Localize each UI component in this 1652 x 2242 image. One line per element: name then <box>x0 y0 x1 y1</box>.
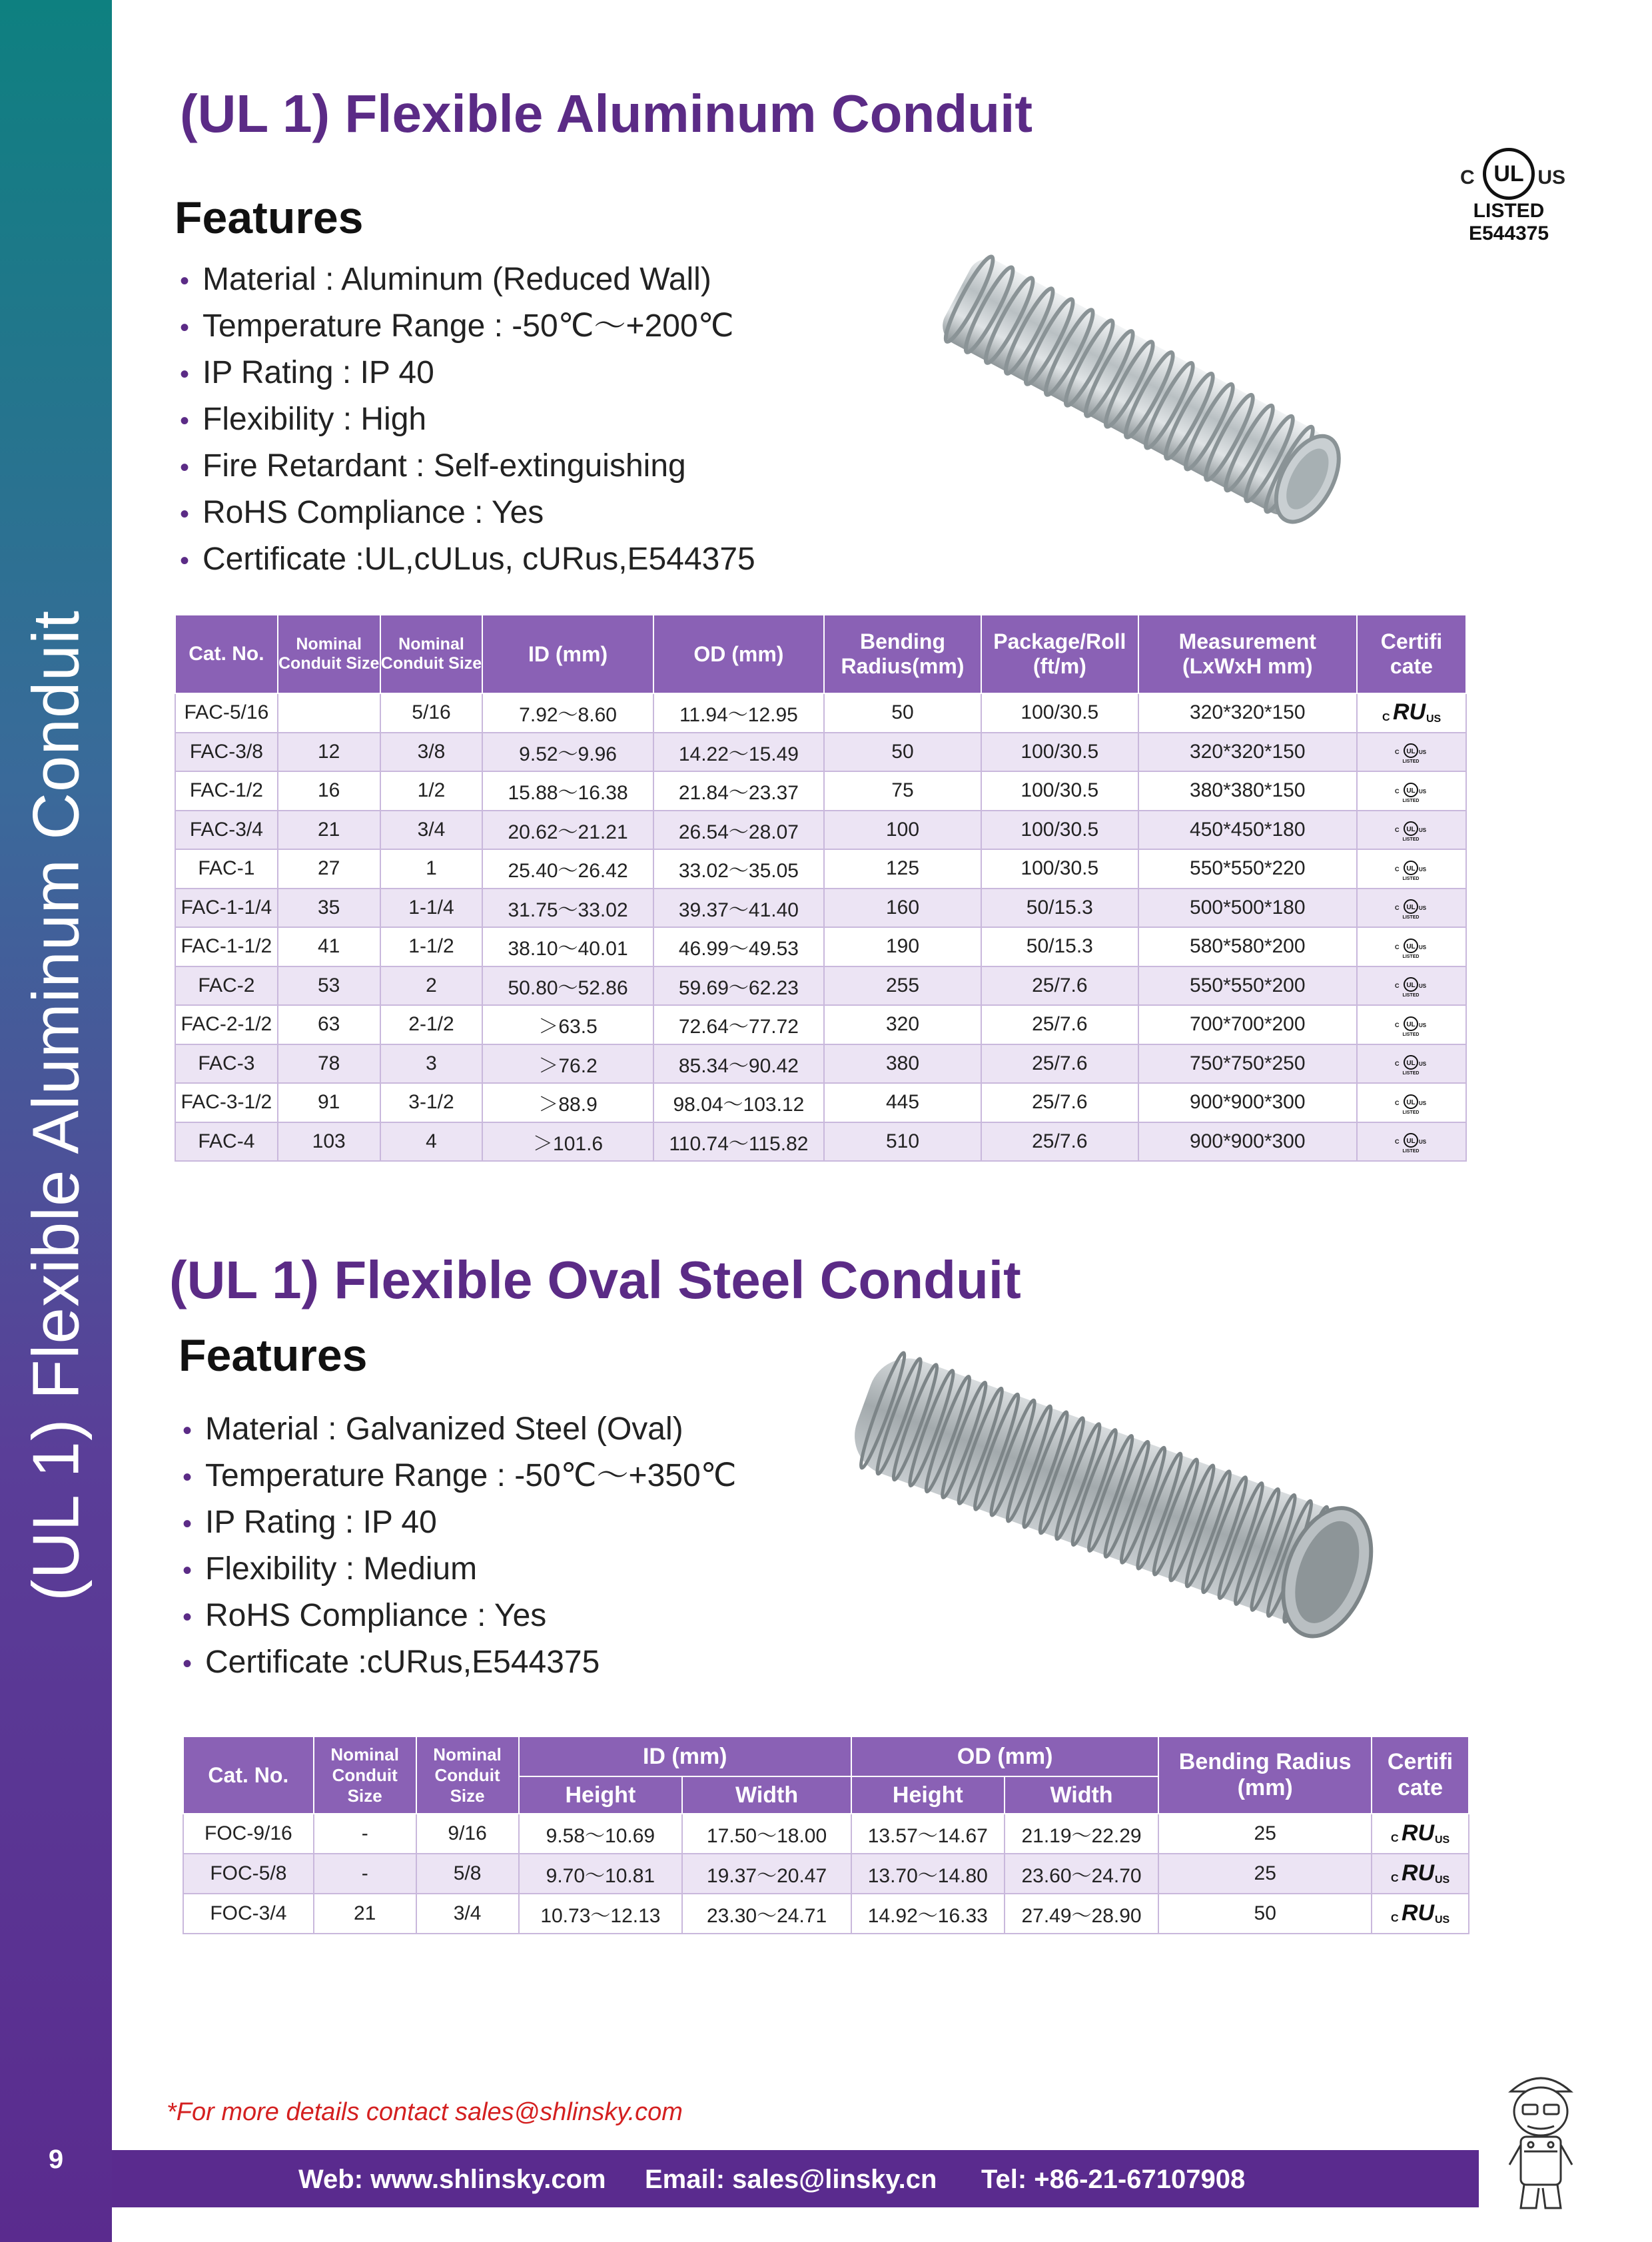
cell-od: 85.34～90.42 <box>653 1044 824 1084</box>
cell-od-width: 21.19～22.29 <box>1005 1814 1159 1854</box>
cell-cat-no: FOC-3/4 <box>183 1894 314 1934</box>
col-certificate: Certifi cate <box>1372 1736 1469 1814</box>
ul-cert-icon <box>1392 858 1431 881</box>
svg-text:US: US <box>1435 1914 1450 1926</box>
table-row <box>183 1894 1469 1934</box>
svg-text:C: C <box>1394 1021 1400 1028</box>
cell-bending-radius: 445 <box>824 1083 981 1122</box>
mascot-icon <box>1491 2065 1591 2218</box>
svg-text:LISTED: LISTED <box>1402 837 1420 842</box>
table-row <box>175 889 1466 928</box>
feature-item: • IP Rating : IP 40 <box>180 355 434 390</box>
ul-cert-icon <box>1392 780 1431 803</box>
cell-bending-radius: 255 <box>824 966 981 1006</box>
table-row <box>175 771 1466 811</box>
svg-text:UL: UL <box>1406 865 1416 873</box>
cell-cat-no: FOC-9/16 <box>183 1814 314 1854</box>
cell-od: 21.84～23.37 <box>653 771 824 811</box>
col-certificate: Certifi cate <box>1357 615 1466 693</box>
cell-certificate <box>1357 1083 1466 1122</box>
table-row <box>183 1814 1469 1854</box>
ru-cert-icon <box>1386 1820 1455 1847</box>
cell-nominal-size-1: 27 <box>278 849 380 889</box>
cell-bending-radius: 25 <box>1158 1854 1372 1894</box>
cell-nominal-size-2: 2 <box>380 966 483 1006</box>
cell-bending-radius: 25 <box>1158 1814 1372 1854</box>
cell-nominal-size-2: 1/2 <box>380 771 483 811</box>
svg-text:LISTED: LISTED <box>1402 915 1420 920</box>
svg-text:UL: UL <box>1406 787 1416 795</box>
cell-id: 50.80～52.86 <box>482 966 653 1006</box>
cell-certificate <box>1357 927 1466 966</box>
cell-package: 50/15.3 <box>981 927 1138 966</box>
cell-nominal-size-2: 9/16 <box>416 1814 519 1854</box>
table-row <box>175 927 1466 966</box>
cell-package: 25/7.6 <box>981 1044 1138 1084</box>
cell-cat-no: FAC-4 <box>175 1122 278 1162</box>
col-nominal-size-1: Nominal Conduit Size <box>314 1736 416 1814</box>
svg-text:RU: RU <box>1392 699 1426 725</box>
cell-certificate <box>1357 1044 1466 1084</box>
svg-text:LISTED: LISTED <box>1402 1071 1420 1076</box>
oval-steel-conduit-image <box>833 1339 1379 1659</box>
svg-text:UL: UL <box>1406 1020 1416 1028</box>
svg-text:LISTED: LISTED <box>1402 1032 1420 1036</box>
cell-id: ＞76.2 <box>482 1044 653 1084</box>
cell-certificate <box>1372 1814 1469 1854</box>
ul-listed-mark: UL C US LISTED E544375 <box>1452 148 1565 245</box>
col-id: ID (mm) <box>519 1736 851 1776</box>
svg-text:C: C <box>1394 749 1400 756</box>
svg-text:LISTED: LISTED <box>1402 954 1420 958</box>
svg-text:UL: UL <box>1406 904 1416 912</box>
cell-cat-no: FOC-5/8 <box>183 1854 314 1894</box>
col-od: OD (mm) <box>653 615 824 693</box>
feature-item: • Flexibility : Medium <box>183 1551 478 1587</box>
svg-text:US: US <box>1418 788 1427 795</box>
svg-text:US: US <box>1418 944 1427 950</box>
cell-nominal-size-1: 21 <box>314 1894 416 1934</box>
cell-package: 100/30.5 <box>981 693 1138 733</box>
aluminum-spec-table <box>175 614 1467 1162</box>
cell-package: 100/30.5 <box>981 849 1138 889</box>
svg-text:US: US <box>1435 1834 1450 1846</box>
cell-id-height: 9.58～10.69 <box>519 1814 683 1854</box>
col-id-height: Height <box>519 1776 683 1814</box>
feature-item: • RoHS Compliance : Yes <box>180 495 544 530</box>
cell-package: 100/30.5 <box>981 811 1138 850</box>
col-cat-no: Cat. No. <box>175 615 278 693</box>
svg-text:US: US <box>1418 1100 1427 1106</box>
cell-id-width: 23.30～24.71 <box>682 1894 851 1934</box>
sidebar <box>0 0 112 2242</box>
svg-text:LISTED: LISTED <box>1402 1149 1420 1154</box>
svg-text:US: US <box>1426 713 1442 725</box>
ul-cert-icon <box>1392 1052 1431 1075</box>
cell-package: 25/7.6 <box>981 1083 1138 1122</box>
cell-measurement: 750*750*250 <box>1138 1044 1357 1084</box>
table-row <box>175 849 1466 889</box>
cell-package: 25/7.6 <box>981 966 1138 1006</box>
ru-cert-icon <box>1377 699 1446 726</box>
cell-id: ＞101.6 <box>482 1122 653 1162</box>
footer-tel: Tel: +86-21-67107908 <box>981 2165 1246 2194</box>
cell-id: 9.52～9.96 <box>482 733 653 772</box>
cell-nominal-size-1: 91 <box>278 1083 380 1122</box>
cell-nominal-size-1 <box>278 693 380 733</box>
cell-nominal-size-2: 3/4 <box>380 811 483 850</box>
col-od-width: Width <box>1005 1776 1159 1814</box>
cell-measurement: 450*450*180 <box>1138 811 1357 850</box>
svg-text:UL: UL <box>1406 982 1416 990</box>
cell-measurement: 900*900*300 <box>1138 1122 1357 1162</box>
cell-od: 110.74～115.82 <box>653 1122 824 1162</box>
feature-item: • IP Rating : IP 40 <box>183 1505 437 1540</box>
svg-text:US: US <box>1418 1022 1427 1028</box>
cell-cat-no: FAC-1/2 <box>175 771 278 811</box>
cell-nominal-size-2: 1-1/2 <box>380 927 483 966</box>
ru-cert-icon <box>1386 1900 1455 1927</box>
table-row <box>183 1854 1469 1894</box>
svg-text:LISTED: LISTED <box>1402 993 1420 998</box>
svg-text:C: C <box>1394 1099 1400 1106</box>
cell-certificate <box>1357 1005 1466 1044</box>
footer-web: Web: www.shlinsky.com <box>298 2165 606 2194</box>
cell-bending-radius: 160 <box>824 889 981 928</box>
cell-id: 20.62～21.21 <box>482 811 653 850</box>
cell-bending-radius: 125 <box>824 849 981 889</box>
ul-cert-icon <box>1392 1092 1431 1114</box>
svg-text:C: C <box>1394 787 1400 795</box>
cell-od: 33.02～35.05 <box>653 849 824 889</box>
feature-item: • RoHS Compliance : Yes <box>183 1598 547 1633</box>
col-cat-no: Cat. No. <box>183 1736 314 1814</box>
cell-measurement: 320*320*150 <box>1138 733 1357 772</box>
ul-cert-icon <box>1392 974 1431 997</box>
cell-measurement: 320*320*150 <box>1138 693 1357 733</box>
svg-text:US: US <box>1418 866 1427 873</box>
cell-od: 59.69～62.23 <box>653 966 824 1006</box>
cell-measurement: 380*380*150 <box>1138 771 1357 811</box>
svg-text:US: US <box>1418 1061 1427 1068</box>
cell-nominal-size-1: 103 <box>278 1122 380 1162</box>
table-row <box>175 1083 1466 1122</box>
cell-cat-no: FAC-2 <box>175 966 278 1006</box>
col-measurement: Measurement (LxWxH mm) <box>1138 615 1357 693</box>
cell-certificate <box>1357 733 1466 772</box>
ul-cert-icon <box>1392 819 1431 841</box>
col-od-height: Height <box>851 1776 1005 1814</box>
svg-text:C: C <box>1394 982 1400 990</box>
svg-text:C: C <box>1394 943 1400 950</box>
ul-cert-icon <box>1392 936 1431 958</box>
cell-package: 25/7.6 <box>981 1005 1138 1044</box>
cell-measurement: 700*700*200 <box>1138 1005 1357 1044</box>
cell-cat-no: FAC-2-1/2 <box>175 1005 278 1044</box>
col-id-width: Width <box>682 1776 851 1814</box>
cell-nominal-size-1: 78 <box>278 1044 380 1084</box>
table-row <box>175 693 1466 733</box>
svg-text:LISTED: LISTED <box>1402 759 1420 764</box>
col-bending-radius: Bending Radius (mm) <box>1158 1736 1372 1814</box>
cell-cat-no: FAC-3-1/2 <box>175 1083 278 1122</box>
section1-title: (UL 1) Flexible Aluminum Conduit <box>180 84 1032 143</box>
cell-cat-no: FAC-3/4 <box>175 811 278 850</box>
cell-nominal-size-1: 12 <box>278 733 380 772</box>
cell-bending-radius: 75 <box>824 771 981 811</box>
contact-note: *For more details contact sales@shlinsky.com <box>167 2098 683 2126</box>
cell-cat-no: FAC-1 <box>175 849 278 889</box>
svg-text:UL: UL <box>1406 1060 1416 1068</box>
cell-nominal-size-1: 53 <box>278 966 380 1006</box>
cell-bending-radius: 100 <box>824 811 981 850</box>
table-row <box>175 1122 1466 1162</box>
cell-id: 25.40～26.42 <box>482 849 653 889</box>
cell-certificate <box>1357 811 1466 850</box>
cell-od-width: 27.49～28.90 <box>1005 1894 1159 1934</box>
cell-od: 26.54～28.07 <box>653 811 824 850</box>
svg-text:US: US <box>1418 905 1427 912</box>
svg-text:LISTED: LISTED <box>1402 798 1420 803</box>
cell-bending-radius: 50 <box>824 693 981 733</box>
cell-certificate <box>1357 889 1466 928</box>
cell-od-height: 13.57～14.67 <box>851 1814 1005 1854</box>
feature-item: • Certificate :UL,cULus, cURus,E544375 <box>180 542 755 577</box>
ul-cert-icon <box>1392 1130 1431 1153</box>
cell-nominal-size-2: 3/8 <box>380 733 483 772</box>
cell-nominal-size-1: 16 <box>278 771 380 811</box>
ul-cert-icon <box>1392 1014 1431 1036</box>
table-row <box>175 1044 1466 1084</box>
table-row <box>175 811 1466 850</box>
cell-od: 72.64～77.72 <box>653 1005 824 1044</box>
svg-text:RU: RU <box>1402 1860 1435 1886</box>
feature-item: • Fire Retardant : Self-extinguishing <box>180 448 686 484</box>
cell-id-width: 19.37～20.47 <box>682 1854 851 1894</box>
ul-cert-icon <box>1392 897 1431 919</box>
page-number: 9 <box>48 2145 64 2174</box>
cell-id: 15.88～16.38 <box>482 771 653 811</box>
feature-item: • Temperature Range : -50℃～+200℃ <box>180 308 734 344</box>
cell-bending-radius: 50 <box>824 733 981 772</box>
cell-package: 50/15.3 <box>981 889 1138 928</box>
svg-text:C: C <box>1394 1060 1400 1068</box>
cell-certificate <box>1357 966 1466 1006</box>
feature-item: • Material : Galvanized Steel (Oval) <box>183 1411 683 1447</box>
svg-text:UL: UL <box>1406 1098 1416 1106</box>
ul-logo-icon: UL <box>1483 148 1535 200</box>
svg-text:US: US <box>1418 1139 1427 1146</box>
cell-nominal-size-1: 21 <box>278 811 380 850</box>
col-bending-radius: Bending Radius(mm) <box>824 615 981 693</box>
footer-email: Email: sales@linsky.cn <box>645 2165 937 2194</box>
svg-text:US: US <box>1435 1874 1450 1886</box>
cell-certificate <box>1357 771 1466 811</box>
cell-od-height: 14.92～16.33 <box>851 1894 1005 1934</box>
cell-od: 14.22～15.49 <box>653 733 824 772</box>
cell-certificate <box>1372 1854 1469 1894</box>
col-id: ID (mm) <box>482 615 653 693</box>
feature-item: • Flexibility : High <box>180 402 427 437</box>
cell-nominal-size-1: 41 <box>278 927 380 966</box>
cell-id: 7.92～8.60 <box>482 693 653 733</box>
svg-text:UL: UL <box>1406 748 1416 756</box>
ul-file-number: E544375 <box>1468 222 1549 244</box>
cell-measurement: 900*900*300 <box>1138 1083 1357 1122</box>
table-row <box>175 733 1466 772</box>
cell-nominal-size-1: 63 <box>278 1005 380 1044</box>
cell-package: 100/30.5 <box>981 771 1138 811</box>
cell-nominal-size-2: 1-1/4 <box>380 889 483 928</box>
cell-bending-radius: 510 <box>824 1122 981 1162</box>
cell-nominal-size-2: 3-1/2 <box>380 1083 483 1122</box>
cell-measurement: 500*500*180 <box>1138 889 1357 928</box>
svg-text:US: US <box>1418 983 1427 990</box>
cell-cat-no: FAC-5/16 <box>175 693 278 733</box>
section2-title: (UL 1) Flexible Oval Steel Conduit <box>169 1250 1021 1309</box>
svg-text:UL: UL <box>1406 942 1416 950</box>
svg-text:UL: UL <box>1406 826 1416 834</box>
cell-nominal-size-2: 3/4 <box>416 1894 519 1934</box>
col-nominal-size-1: Nominal Conduit Size <box>278 615 380 693</box>
svg-text:C: C <box>1394 865 1400 873</box>
col-od: OD (mm) <box>851 1736 1158 1776</box>
feature-item: • Certificate :cURus,E544375 <box>183 1645 600 1680</box>
cell-certificate <box>1357 693 1466 733</box>
svg-text:UL: UL <box>1406 1138 1416 1146</box>
cell-cat-no: FAC-3 <box>175 1044 278 1084</box>
cell-id: ＞88.9 <box>482 1083 653 1122</box>
cell-nominal-size-1: - <box>314 1814 416 1854</box>
svg-text:RU: RU <box>1402 1820 1435 1846</box>
cell-id: ＞63.5 <box>482 1005 653 1044</box>
cell-nominal-size-1: 35 <box>278 889 380 928</box>
cell-od-height: 13.70～14.80 <box>851 1854 1005 1894</box>
feature-item: • Material : Aluminum (Reduced Wall) <box>180 262 711 297</box>
footer-bar <box>112 2150 1479 2207</box>
col-nominal-size-2: Nominal Conduit Size <box>416 1736 519 1814</box>
svg-text:C: C <box>1394 827 1400 834</box>
svg-text:US: US <box>1418 749 1427 756</box>
svg-text:C: C <box>1391 1873 1399 1884</box>
col-nominal-size-2: Nominal Conduit Size <box>380 615 483 693</box>
cell-bending-radius: 50 <box>1158 1894 1372 1934</box>
cell-measurement: 550*550*220 <box>1138 849 1357 889</box>
cell-id: 31.75～33.02 <box>482 889 653 928</box>
cell-nominal-size-1: - <box>314 1854 416 1894</box>
cell-od: 46.99～49.53 <box>653 927 824 966</box>
svg-text:C: C <box>1382 712 1390 724</box>
cell-measurement: 580*580*200 <box>1138 927 1357 966</box>
cell-cat-no: FAC-1-1/4 <box>175 889 278 928</box>
cell-od-width: 23.60～24.70 <box>1005 1854 1159 1894</box>
feature-item: • Temperature Range : -50℃～+350℃ <box>183 1458 737 1493</box>
section1-feature-list <box>180 257 755 583</box>
section2-feature-list <box>183 1407 737 1686</box>
sidebar-title: (UL 1) Flexible Aluminum Conduit <box>19 609 93 1602</box>
cell-cat-no: FAC-3/8 <box>175 733 278 772</box>
cell-id-height: 9.70～10.81 <box>519 1854 683 1894</box>
svg-text:C: C <box>1391 1913 1399 1924</box>
cell-id: 38.10～40.01 <box>482 927 653 966</box>
col-package: Package/Roll (ft/m) <box>981 615 1138 693</box>
cell-od: 11.94～12.95 <box>653 693 824 733</box>
svg-text:C: C <box>1391 1833 1399 1844</box>
cell-nominal-size-2: 2-1/2 <box>380 1005 483 1044</box>
cell-bending-radius: 320 <box>824 1005 981 1044</box>
svg-text:LISTED: LISTED <box>1402 876 1420 881</box>
ul-listed-label: LISTED <box>1473 200 1545 222</box>
section1-features-heading: Features <box>175 192 364 243</box>
cell-bending-radius: 190 <box>824 927 981 966</box>
table-row <box>175 966 1466 1006</box>
ul-cert-icon <box>1392 741 1431 763</box>
cell-certificate <box>1372 1894 1469 1934</box>
cell-certificate <box>1357 1122 1466 1162</box>
svg-text:C: C <box>1394 1138 1400 1146</box>
cell-bending-radius: 380 <box>824 1044 981 1084</box>
cell-package: 100/30.5 <box>981 733 1138 772</box>
svg-text:C: C <box>1394 905 1400 912</box>
cell-id-width: 17.50～18.00 <box>682 1814 851 1854</box>
table-row <box>175 1005 1466 1044</box>
svg-text:US: US <box>1418 827 1427 834</box>
cell-od: 98.04～103.12 <box>653 1083 824 1122</box>
cell-nominal-size-2: 5/8 <box>416 1854 519 1894</box>
cell-certificate <box>1357 849 1466 889</box>
oval-steel-spec-table <box>183 1736 1469 1934</box>
section2-features-heading: Features <box>179 1330 368 1381</box>
cell-package: 25/7.6 <box>981 1122 1138 1162</box>
aluminum-conduit-image <box>919 233 1372 553</box>
cell-nominal-size-2: 5/16 <box>380 693 483 733</box>
cell-nominal-size-2: 3 <box>380 1044 483 1084</box>
svg-text:LISTED: LISTED <box>1402 1110 1420 1114</box>
cell-nominal-size-2: 1 <box>380 849 483 889</box>
cell-measurement: 550*550*200 <box>1138 966 1357 1006</box>
svg-text:RU: RU <box>1402 1900 1435 1926</box>
cell-id-height: 10.73～12.13 <box>519 1894 683 1934</box>
cell-od: 39.37～41.40 <box>653 889 824 928</box>
ru-cert-icon <box>1386 1860 1455 1887</box>
cell-cat-no: FAC-1-1/2 <box>175 927 278 966</box>
cell-nominal-size-2: 4 <box>380 1122 483 1162</box>
